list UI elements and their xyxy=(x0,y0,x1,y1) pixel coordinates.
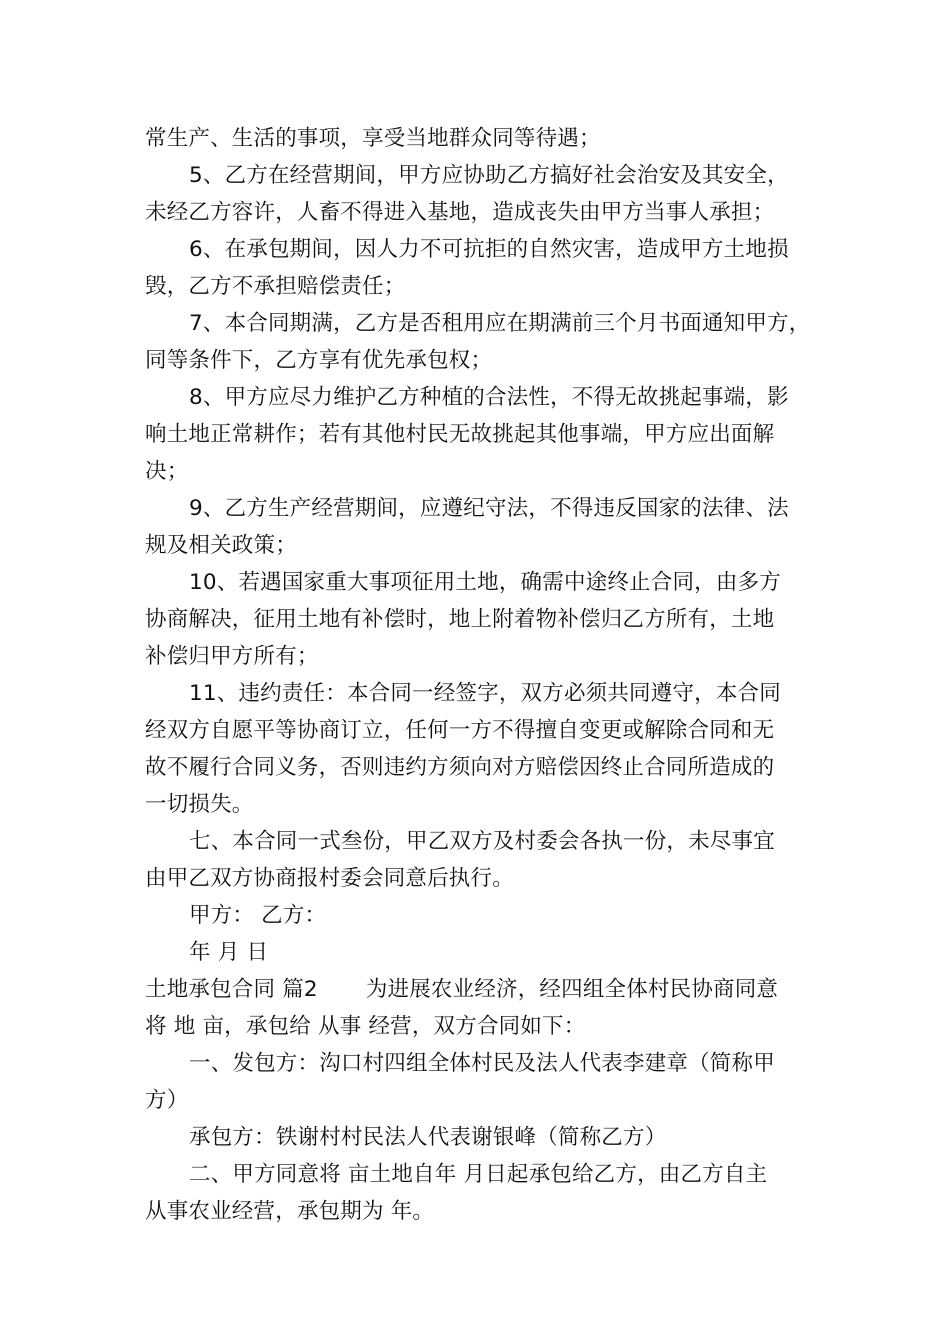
text-line: 决； xyxy=(145,459,189,484)
text-line: 9、乙方生产经营期间，应遵纪守法，不得违反国家的法律、法 xyxy=(189,496,789,521)
contract-text xyxy=(145,120,817,1230)
text-line: 响土地正常耕作；若有其他村民无故挑起其他事端，甲方应出面解 xyxy=(145,422,775,447)
text-line: 协商解决，征用土地有补偿时，地上附着物补偿归乙方所有，土地 xyxy=(145,607,775,632)
text-line: 故不履行合同义务，否则违约方须向对方赔偿因终止合同所造成的 xyxy=(145,755,775,780)
text-line: 6、在承包期间，因人力不可抗拒的自然灾害，造成甲方土地损 xyxy=(189,237,789,262)
section-title: 土地承包合同 篇2 xyxy=(145,977,318,1002)
text-line: 承包方：铁谢村村民法人代表谢银峰（简称乙方） xyxy=(189,1125,667,1150)
text-line: 未经乙方容许，人畜不得进入基地，造成丧失由甲方当事人承担； xyxy=(145,200,775,225)
text-line: 5、乙方在经营期间，甲方应协助乙方搞好社会治安及其安全， xyxy=(189,163,789,188)
text-line: 经双方自愿平等协商订立，任何一方不得擅自变更或解除合同和无 xyxy=(145,718,775,743)
section-intro-text: 为进展农业经济，经四组全体村民协商同意 xyxy=(365,977,779,1002)
text-line: 补偿归甲方所有； xyxy=(145,644,319,669)
text-line: 毁，乙方不承担赔偿责任； xyxy=(145,274,406,299)
text-line: 将 地 亩，承包给 从事 经营，双方合同如下： xyxy=(145,1014,586,1039)
text-line: 方） xyxy=(145,1088,189,1113)
date-line: 年 月 日 xyxy=(189,940,269,965)
text-line: 7、本合同期满，乙方是否租用应在期满前三个月书面通知甲方， xyxy=(189,311,811,336)
section-heading-line xyxy=(145,971,817,1008)
text-line: 规及相关政策； xyxy=(145,533,297,558)
text-line: 8、甲方应尽力维护乙方种植的合法性，不得无故挑起事端，影 xyxy=(189,385,789,410)
text-line: 一切损失。 xyxy=(145,792,254,817)
text-line: 从事农业经营，承包期为 年。 xyxy=(145,1199,435,1224)
text-line: 常生产、生活的事项，享受当地群众同等待遇； xyxy=(145,126,601,151)
text-line: 由甲乙双方协商报村委会同意后执行。 xyxy=(145,866,514,891)
text-line: 二、甲方同意将 亩土地自年 月日起承包给乙方，由乙方自主 xyxy=(189,1162,768,1187)
signature-line: 甲方： 乙方： xyxy=(189,903,327,928)
text-line: 一、发包方：沟口村四组全体村民及法人代表李建章（简称甲 xyxy=(189,1051,775,1076)
text-line: 同等条件下，乙方享有优先承包权； xyxy=(145,348,493,373)
text-line: 七、本合同一式叁份，甲乙双方及村委会各执一份，未尽事宜 xyxy=(189,829,775,854)
text-line: 10、若遇国家重大事项征用土地，确需中途终止合同，由多方 xyxy=(189,570,781,595)
text-line: 11、违约责任：本合同一经签字，双方必须共同遵守，本合同 xyxy=(189,681,781,706)
